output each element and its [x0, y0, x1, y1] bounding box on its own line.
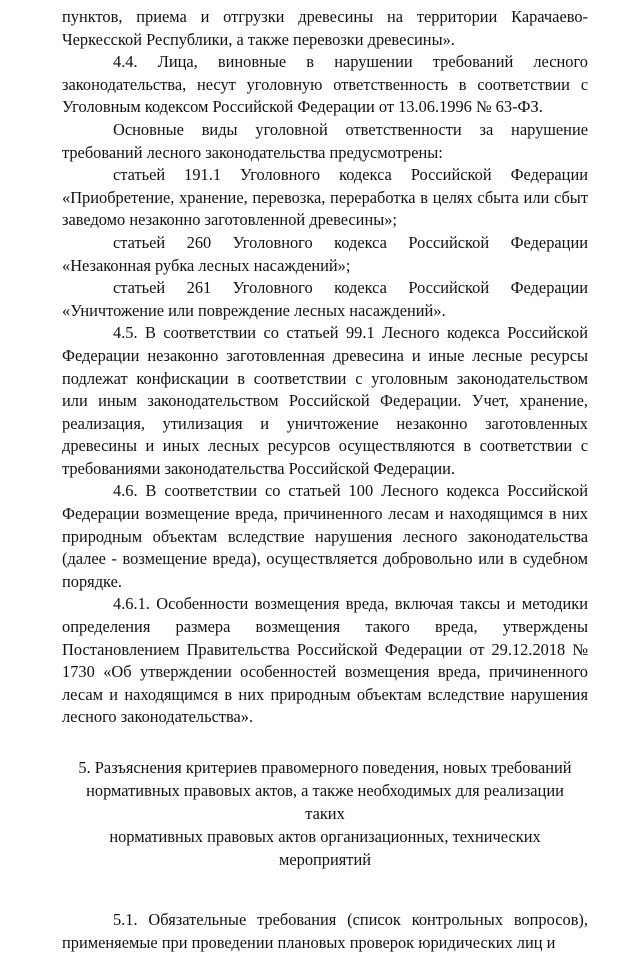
paragraph-article-261: статьей 261 Уголовного кодекса Российской Федерации «Уничтожение или повреждение лесных насаждений». [62, 278, 588, 320]
paragraph-4-6: 4.6. В соответствии со статьей 100 Лесного кодекса Российской Федерации возмещение вреда, причиненного лесам и находящимся в них природным объектам вследствие нарушения лесного законодательства (далее - возмещение вреда), осуществляется добровольно или в судебном порядке. [62, 481, 588, 591]
paragraph-continuation: пунктов, приема и отгрузки древесины на территории Карачаево-Черкесской Республики, а также перевозки древесины». [62, 7, 588, 49]
paragraph-4-6-1: 4.6.1. Особенности возмещения вреда, включая таксы и методики определения размера возмещения такого вреда, утверждены Постановлением Правительства Российской Федерации от 29.12.2018 № 1730 «Об утверждении особенностей возмещения вреда, причиненного лесам и находящимся в них природным объектам вследствие нарушения лесного законодательства». [62, 594, 588, 727]
paragraph-4-5: 4.5. В соответствии со статьей 99.1 Лесного кодекса Российской Федерации незаконно заготовленная древесина и иные лесные ресурсы подлежат конфискации в соответствии с уголовным законодательством или иным законодательством Российской Федерации. Учет, хранение, реализация, утилизация и уничтожение незаконно заготовленных древесины и иных лесных ресурсов осуществляются в соответствии с требованиями законодательства Российской Федерации. [62, 323, 588, 478]
heading-line-1: 5. Разъяснения критериев правомерного поведения, новых требований [78, 758, 572, 777]
paragraph-article-260: статьей 260 Уголовного кодекса Российской Федерации «Незаконная рубка лесных насаждений»; [62, 232, 588, 275]
paragraph-criminal-liability-types: Основные виды уголовной ответственности за нарушение требований лесного законодательства предусмотрены: [62, 119, 588, 162]
section-5-heading [62, 756, 588, 871]
paragraph-4-4: 4.4. Лица, виновные в нарушении требований лесного законодательства, несут уголовную ответственность в соответствии с Уголовным кодексом Российской Федерации от 13.06.1996 № 63-ФЗ. [62, 52, 588, 117]
heading-line-3: нормативных правовых актов организационных, технических мероприятий [109, 827, 541, 869]
heading-line-2: нормативных правовых актов, а также необходимых для реализации таких [86, 781, 564, 823]
paragraph-5-1: 5.1. Обязательные требования (список контрольных вопросов), применяемые при проведении плановых проверок юридических лиц и [62, 910, 588, 952]
paragraph-article-191-1: статьей 191.1 Уголовного кодекса Российской Федерации «Приобретение, хранение, перевозка, переработка в целях сбыта или сбыт заведомо незаконно заготовленной древесины»; [62, 165, 588, 230]
